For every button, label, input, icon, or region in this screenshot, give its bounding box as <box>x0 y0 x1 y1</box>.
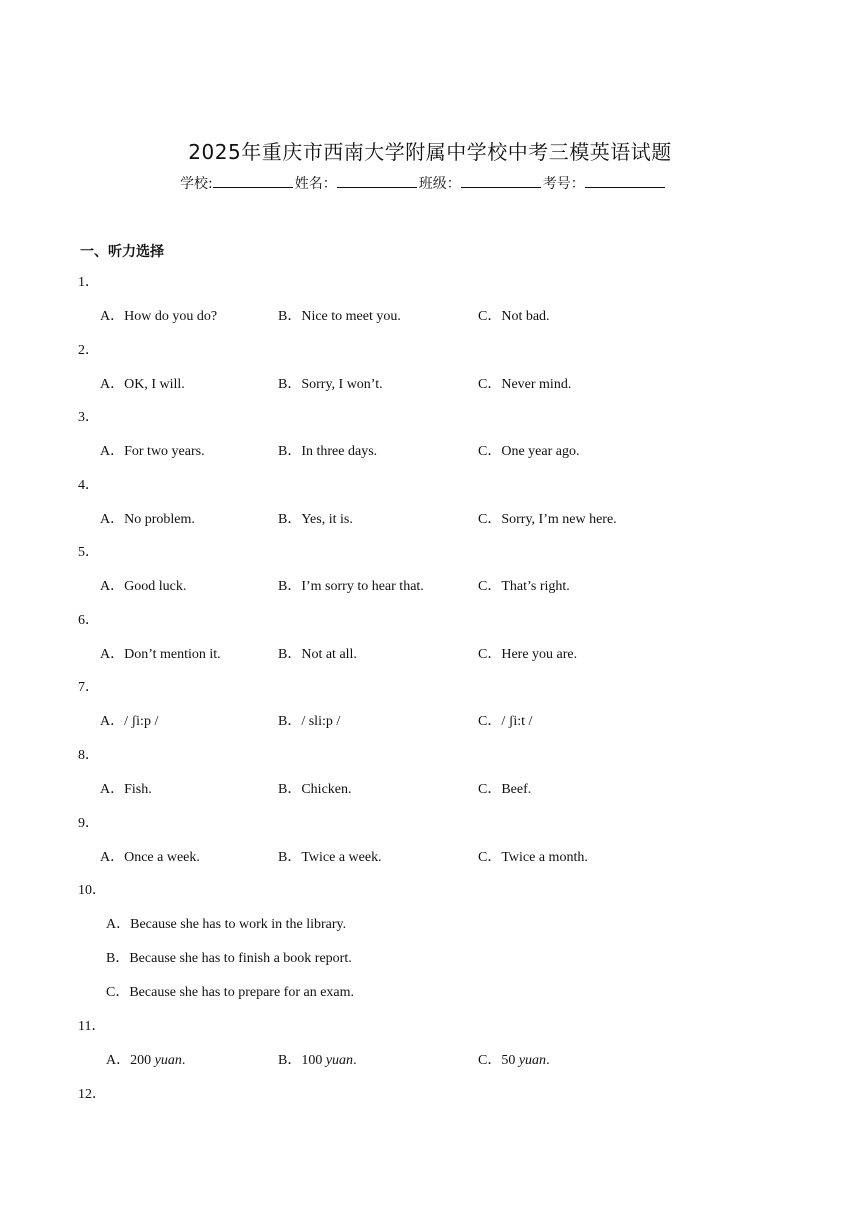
option-a-prefix: A．200 <box>106 1053 155 1068</box>
option-a: A．Don’t mention it. <box>100 647 221 662</box>
question-number: 1． <box>78 275 99 290</box>
question-number: 9． <box>78 816 99 831</box>
option-c: C．Never mind. <box>478 377 572 392</box>
question-number: 2． <box>78 343 99 358</box>
period: . <box>546 1053 550 1068</box>
period: . <box>353 1053 357 1068</box>
option-b: B．/ sli:p / <box>278 714 341 729</box>
name-label: 姓名： <box>294 176 337 192</box>
exam-no-label: 考号： <box>542 176 585 192</box>
option-b: B．In three days. <box>278 444 378 459</box>
unit-text: yuan <box>325 1053 354 1068</box>
section-heading: 一、听力选择 <box>80 244 164 260</box>
question-number: 6． <box>78 613 99 628</box>
option-c: C．Because she has to prepare for an exam. <box>106 985 355 1000</box>
question-number: 10． <box>78 883 106 898</box>
option-c: C．Not bad. <box>478 309 550 324</box>
option-b: B．Not at all. <box>278 647 357 662</box>
question-number: 7． <box>78 680 99 695</box>
option-a: A．For two years. <box>100 444 205 459</box>
option-c <box>478 1049 550 1069</box>
question-number: 3． <box>78 410 99 425</box>
option-c: C．Here you are. <box>478 647 578 662</box>
option-b: B．Twice a week. <box>278 850 382 865</box>
option-a: A．Because she has to work in the library. <box>106 917 347 932</box>
option-c-prefix: C．50 <box>478 1053 519 1068</box>
student-info-line <box>180 173 667 193</box>
option-b: B．Because she has to finish a book report. <box>106 951 352 966</box>
option-c: C．One year ago. <box>478 444 580 459</box>
option-a: A．/ ʃi:p / <box>100 714 159 729</box>
option-a: A．Good luck. <box>100 579 187 594</box>
option-c: C．Sorry, I’m new here. <box>478 512 617 527</box>
option-b: B．Sorry, I won’t. <box>278 377 383 392</box>
question-number: 4． <box>78 478 99 493</box>
school-blank <box>213 174 293 188</box>
option-a: A．Once a week. <box>100 850 200 865</box>
unit-text: yuan <box>154 1053 182 1068</box>
page-title: 2025年重庆市西南大学附属中学校中考三模英语试题 <box>188 140 672 164</box>
class-label: 班级： <box>418 176 461 192</box>
option-c: C．Beef. <box>478 782 532 797</box>
option-c: C．Twice a month. <box>478 850 588 865</box>
class-blank <box>461 174 541 188</box>
school-label: 学校: <box>180 176 213 192</box>
question-number: 11． <box>78 1019 106 1034</box>
option-a: A．No problem. <box>100 512 195 527</box>
question-number: 12． <box>78 1087 106 1102</box>
option-a: A．How do you do? <box>100 309 218 324</box>
exam-no-blank <box>585 174 665 188</box>
unit-text: yuan <box>518 1053 547 1068</box>
name-blank <box>337 174 417 188</box>
option-a: A．OK, I will. <box>100 377 185 392</box>
option-a: A．Fish. <box>100 782 152 797</box>
option-c: C．/ ʃi:t / <box>478 714 533 729</box>
option-b <box>278 1049 357 1069</box>
option-b-prefix: B．100 <box>278 1053 326 1068</box>
option-b: B．Chicken. <box>278 782 352 797</box>
question-number: 8． <box>78 748 99 763</box>
period: . <box>181 1053 186 1068</box>
option-b: B．Nice to meet you. <box>278 309 401 324</box>
option-c: C．That’s right. <box>478 579 570 594</box>
option-b: B．I’m sorry to hear that. <box>278 579 424 594</box>
option-b: B．Yes, it is. <box>278 512 353 527</box>
option-a <box>106 1049 185 1069</box>
question-number: 5． <box>78 545 99 560</box>
